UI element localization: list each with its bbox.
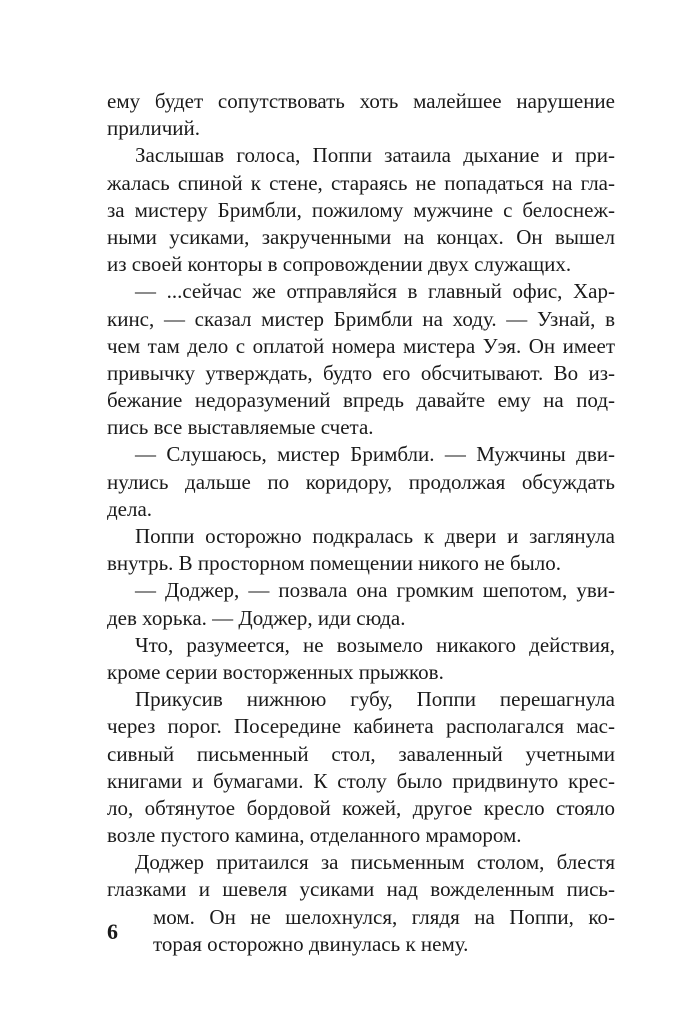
text-line: — ...сейчас же отправляйся в главный офис, Хар- — [135, 279, 615, 304]
body-text — [107, 88, 615, 958]
text-line: Заслышав голоса, Поппи затаила дыхание и при- — [135, 143, 615, 168]
text-line: ло, обтянутое бордовой кожей, другое кресло стояло — [107, 795, 615, 820]
text-line: Прикусив нижнюю губу, Поппи перешагнула — [135, 687, 615, 712]
text-line: возле пустого камина, отделанного мрамором. — [107, 823, 522, 848]
text-line: — Слушаюсь, мистер Бримбли. — Мужчины дви- — [135, 442, 615, 467]
text-line: сивный письменный стол, заваленный учетными — [107, 741, 615, 766]
text-line: бежание недоразумений впредь давайте ему на под- — [107, 388, 615, 413]
text-line: торая осторожно двинулась к нему. — [153, 931, 469, 956]
text-line: Поппи осторожно подкралась к двери и заглянула — [135, 524, 615, 548]
text-line: из своей конторы в сопровождении двух служащих. — [107, 252, 572, 277]
text-line: Доджер притаился за письменным столом, блестя — [135, 850, 615, 875]
page-number: 6 — [107, 919, 118, 944]
text-line: Что, разумеется, не возымело никакого действия, — [135, 632, 615, 657]
text-line: кинс, — сказал мистер Бримбли на ходу. — Узнай, в — [107, 306, 615, 331]
text-line: книгами и бумагами. К столу было придвинуто крес- — [107, 768, 615, 793]
text-line: жалась спиной к стене, стараясь не попадаться на гла- — [107, 170, 615, 195]
text-line: приличий. — [107, 116, 200, 141]
text-line: — Доджер, — позвала она громким шепотом, уви- — [135, 578, 615, 603]
text-line: мом. Он не шелохнулся, глядя на Поппи, ко- — [153, 904, 615, 929]
text-line: глазками и шевеля усиками над вожделенным пись- — [107, 877, 615, 902]
text-line: дела. — [107, 496, 153, 521]
text-line: ными усиками, закрученными на концах. Он вышел — [107, 224, 615, 249]
text-line: дев хорька. — Доджер, иди сюда. — [107, 605, 406, 630]
text-line: нулись дальше по коридору, продолжая обсуждать — [107, 469, 615, 494]
text-line: ему будет сопутствовать хоть малейшее нарушение — [107, 89, 615, 113]
text-line: привычку утверждать, будто его обсчитывают. Во из- — [107, 360, 615, 385]
text-line: чем там дело с оплатой номера мистера Уэя. Он имеет — [107, 333, 615, 358]
text-line: пись все выставляемые счета. — [107, 415, 374, 440]
text-line: за мистеру Бримбли, пожилому мужчине с белоснеж- — [107, 197, 615, 222]
text-line: через порог. Посередине кабинета располагался мас- — [107, 714, 615, 739]
text-line: кроме серии восторженных прыжков. — [107, 659, 444, 684]
text-line: внутрь. В просторном помещении никого не было. — [107, 551, 561, 576]
